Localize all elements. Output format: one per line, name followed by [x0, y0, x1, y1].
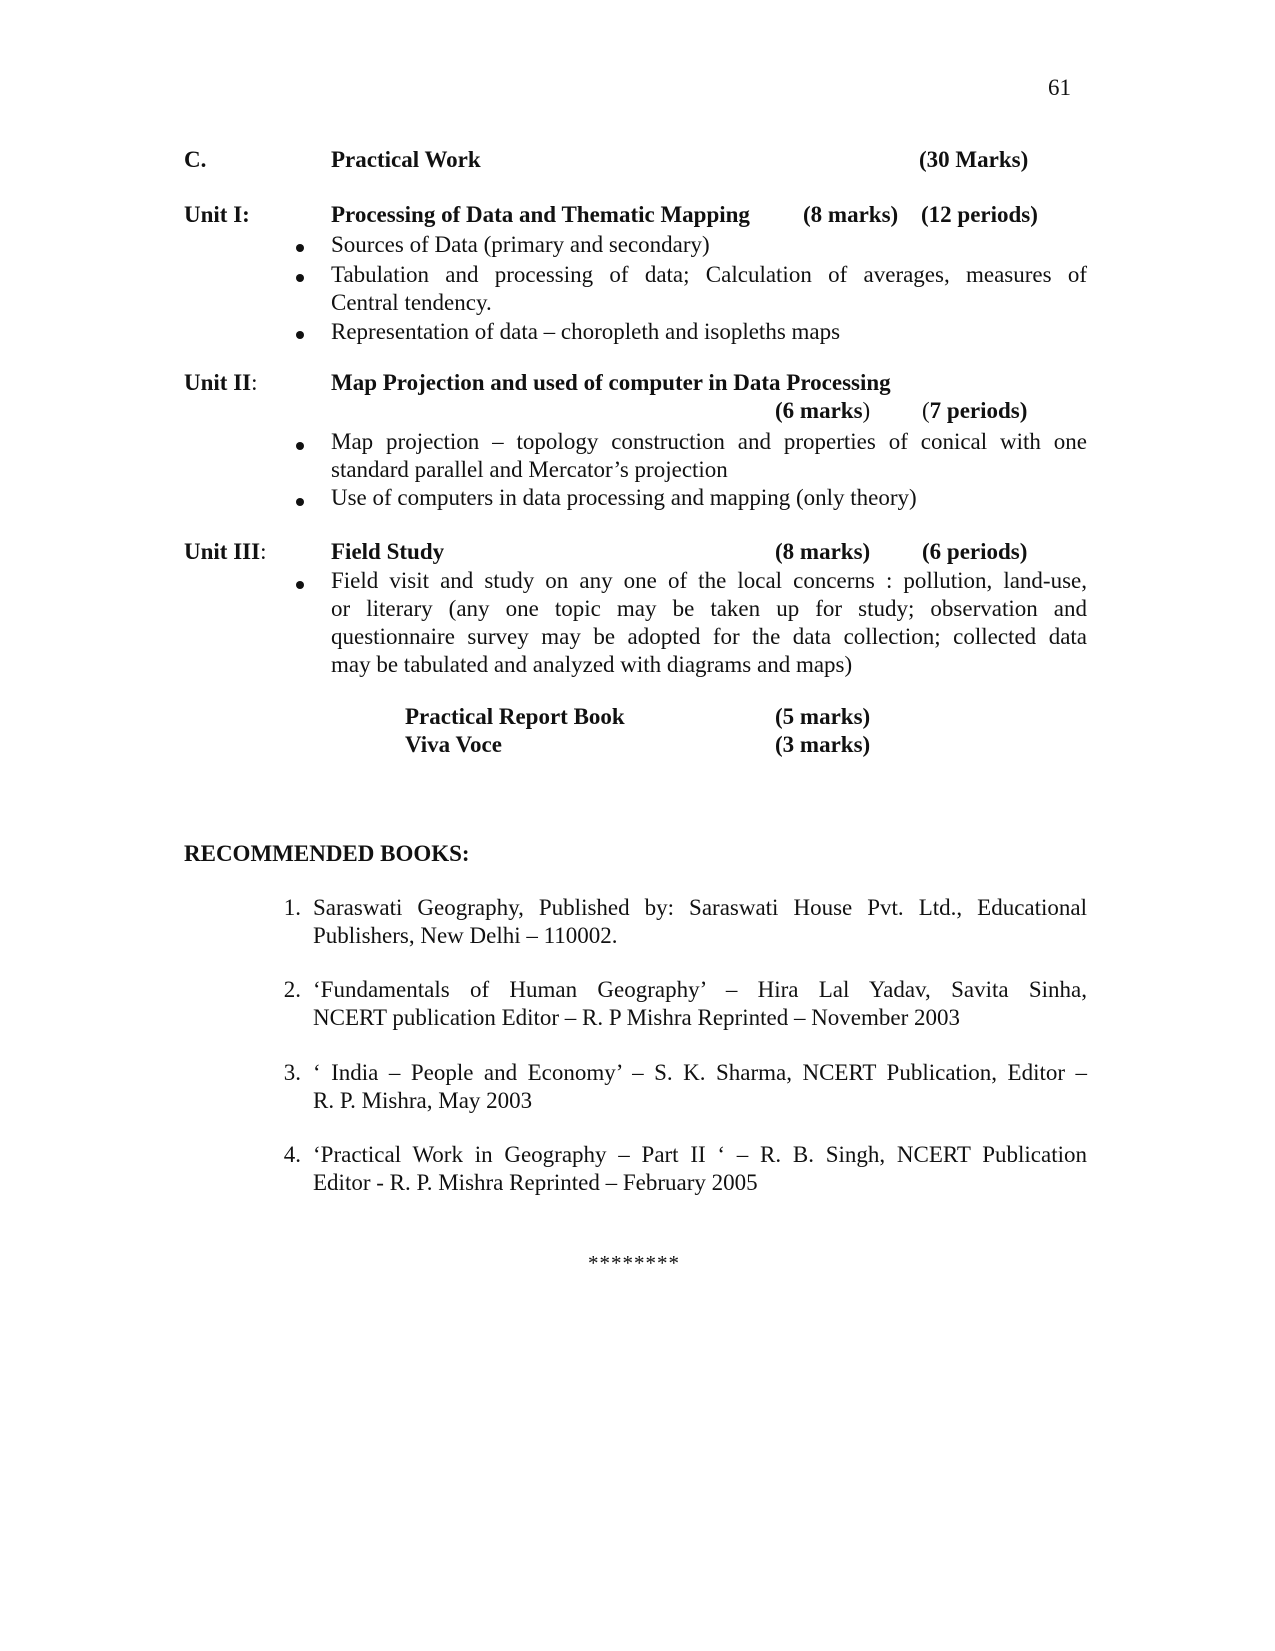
book-line: ‘Practical Work in Geography – Part II ‘ – R. B. Singh, NCERT Publication [313, 1142, 1087, 1167]
viva-voce-label: Viva Voce [405, 732, 502, 757]
bullet-icon [296, 498, 304, 506]
book-line: ‘ India – People and Economy’ – S. K. Sharma, NCERT Publication, Editor – [313, 1060, 1087, 1085]
bullet-line: Representation of data – choropleth and isopleths maps [331, 319, 841, 344]
bullet-line: may be tabulated and analyzed with diagrams and maps) [331, 652, 853, 677]
book-line: Saraswati Geography, Published by: Saraswati House Pvt. Ltd., Educational [313, 895, 1087, 920]
book-number: 3. [283, 1060, 301, 1085]
book-line: Editor - R. P. Mishra Reprinted – February 2005 [313, 1170, 758, 1195]
unit3-label-text: Unit III [184, 539, 261, 564]
recommended-heading: RECOMMENDED BOOKS: [184, 841, 470, 866]
unit2-periods [922, 397, 1027, 424]
unit1-periods: (12 periods) [921, 202, 1038, 227]
unit2-marks-close: ) [862, 398, 871, 423]
unit2-label-colon: : [251, 370, 258, 395]
bullet-line: Use of computers in data processing and mapping (only theory) [331, 485, 917, 510]
bullet-icon [296, 581, 304, 589]
practical-report-marks: (5 marks) [775, 704, 871, 729]
unit3-label-colon: : [260, 539, 267, 564]
unit2-title: Map Projection and used of computer in Data Processing [331, 370, 891, 395]
unit3-title: Field Study [331, 539, 445, 564]
page-number: 61 [1048, 75, 1071, 100]
practical-report-label: Practical Report Book [405, 704, 625, 729]
unit2-bullet-2 [331, 484, 1087, 512]
bullet-line: standard parallel and Mercator’s projection [331, 457, 728, 482]
book-line: ‘Fundamentals of Human Geography’ – Hira Lal Yadav, Savita Sinha, [313, 977, 1087, 1002]
section-title: Practical Work [331, 147, 481, 172]
bullet-icon [296, 331, 304, 339]
book-entry-4 [313, 1141, 1087, 1197]
book-line: R. P. Mishra, May 2003 [313, 1088, 533, 1113]
unit1-label: Unit I: [184, 202, 250, 227]
book-number: 4. [283, 1142, 301, 1167]
unit1-bullet-2 [331, 261, 1087, 317]
book-number: 1. [283, 895, 301, 920]
bullet-icon [296, 442, 304, 450]
book-number: 2. [283, 977, 301, 1002]
unit2-periods-text: 7 periods) [929, 398, 1028, 423]
bullet-line: Central tendency. [331, 290, 492, 315]
unit2-bullet-1 [331, 428, 1087, 484]
bullet-line: Tabulation and processing of data; Calculation of averages, measures of [331, 262, 1087, 287]
bullet-icon [296, 274, 304, 282]
bullet-line: questionnaire survey may be adopted for the data collection; collected data [331, 624, 1087, 649]
section-letter: C. [184, 147, 207, 172]
book-entry-3 [313, 1059, 1087, 1115]
viva-voce-marks: (3 marks) [775, 732, 871, 757]
unit1-title: Processing of Data and Thematic Mapping [331, 202, 750, 227]
unit3-label [184, 538, 266, 565]
unit3-bullet-1 [331, 567, 1087, 679]
bullet-line: Sources of Data (primary and secondary) [331, 232, 710, 257]
unit1-marks: (8 marks) [803, 202, 899, 227]
book-line: Publishers, New Delhi – 110002. [313, 923, 618, 948]
unit2-periods-open: ( [922, 398, 930, 423]
bullet-icon [296, 244, 304, 252]
bullet-line: or literary (any one topic may be taken up for study; observation and [331, 596, 1087, 621]
unit2-marks [775, 397, 870, 424]
book-line: NCERT publication Editor – R. P Mishra Reprinted – November 2003 [313, 1005, 961, 1030]
unit2-label [184, 369, 258, 396]
unit1-bullet-3 [331, 318, 1087, 346]
bullet-line: Map projection – topology construction and properties of conical with one [331, 429, 1087, 454]
bullet-line: Field visit and study on any one of the local concerns : pollution, land-use, [331, 568, 1087, 593]
unit3-marks: (8 marks) [775, 539, 871, 564]
unit1-bullet-1 [331, 231, 1087, 259]
section-marks: (30 Marks) [919, 147, 1029, 172]
end-marker: ******** [588, 1251, 680, 1275]
unit2-label-text: Unit II [184, 370, 252, 395]
unit3-periods: (6 periods) [922, 539, 1028, 564]
book-entry-2 [313, 976, 1087, 1032]
unit2-marks-text: (6 marks [775, 398, 863, 423]
book-entry-1 [313, 894, 1087, 950]
